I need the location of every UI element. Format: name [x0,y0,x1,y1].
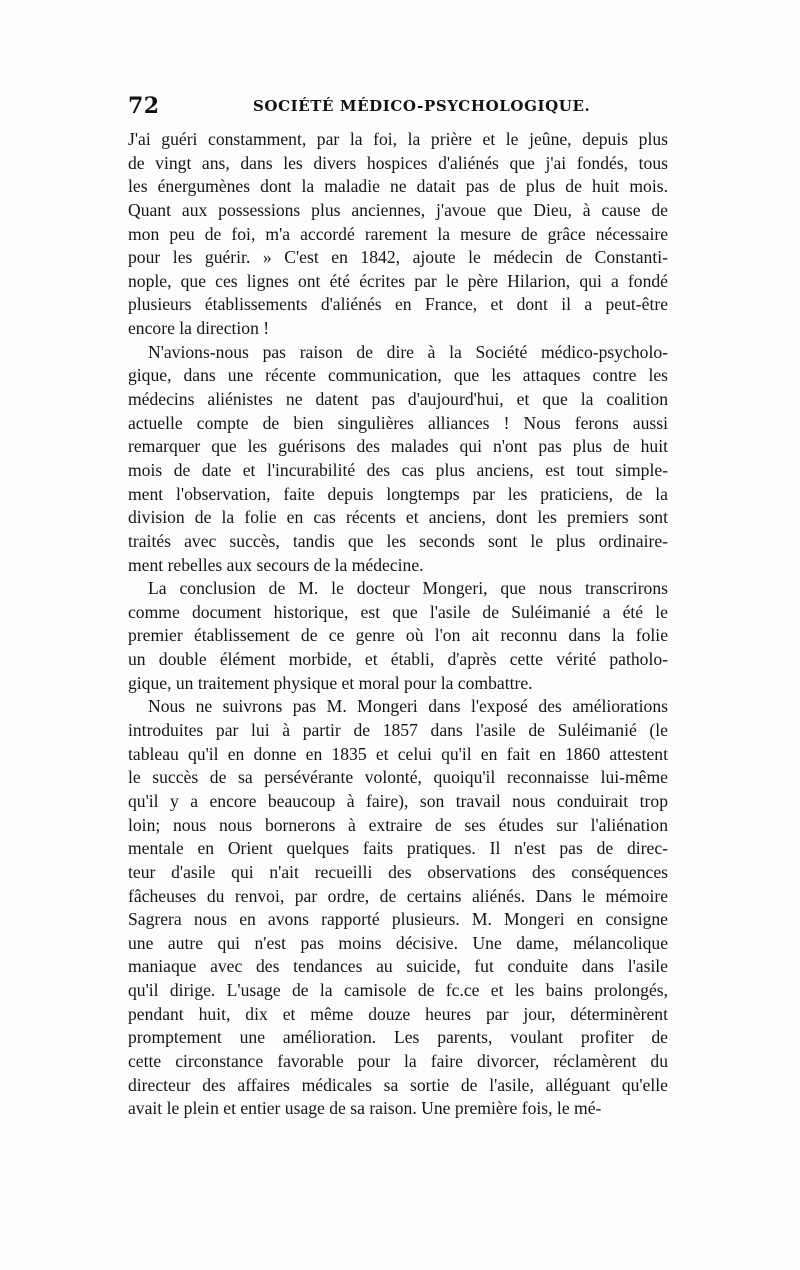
text-line: une autre qui n'est pas moins décisive. Une dame, mélancolique [128,932,668,953]
text-line: mon peu de foi, m'a accordé rarement la mesure de grâce nécessaire [128,223,668,244]
text-line: qu'il dirige. L'usage de la camisole de fc.ce et les bains prolongés, [128,980,668,1001]
text-line: encore la direction ! [128,318,270,339]
text-line: comme document historique, est que l'asile de Suléimanié a été le [128,601,668,622]
running-title: SOCIÉTÉ MÉDICO-PSYCHOLOGIQUE. [253,97,591,115]
text-line: plusieurs établissements d'aliénés en France, et dont il a peut-être [128,294,668,315]
text-line: mois de date et l'incurabilité des cas plus anciens, est tout simple- [128,459,668,480]
text-line: gique, dans une récente communication, que les attaques contre les [128,365,668,386]
text-line: Nous ne suivrons pas M. Mongeri dans l'exposé des améliorations [148,696,668,717]
text-line: J'ai guéri constamment, par la foi, la prière et le jeûne, depuis plus [128,129,668,149]
text-line: le succès de sa persévérante volonté, quoiqu'il reconnaisse lui-même [128,767,668,788]
text-line: un double élément morbide, et établi, d'après cette vérité patholo- [128,649,668,670]
page-number: 72 [128,93,160,119]
text-line: actuelle compte de bien singulières alliances ! Nous ferons aussi [128,412,668,433]
page-header [128,93,668,123]
text-line: mentale en Orient quelques faits pratiques. Il n'est pas de direc- [128,838,668,859]
text-line: fâcheuses du renvoi, par ordre, de certains aliénés. Dans le mémoire [128,885,668,906]
text-line: promptement une amélioration. Les parents, voulant profiter de [128,1027,668,1048]
text-line: introduites par lui à partir de 1857 dans l'asile de Suléimanié (le [128,720,668,741]
text-line: maniaque avec des tendances au suicide, fut conduite dans l'asile [128,956,668,977]
text-line: ment l'observation, faite depuis longtemps par les praticiens, de la [128,483,668,504]
text-line: Sagrera nous en avons rapporté plusieurs. M. Mongeri en consigne [128,909,668,930]
text-line: nople, que ces lignes ont été écrites par le père Hilarion, qui a fondé [128,270,668,291]
text-line: gique, un traitement physique et moral pour la combattre. [128,672,533,693]
paragraph [128,341,668,577]
text-line: avait le plein et entier usage de sa raison. Une première fois, le mé- [128,1098,602,1119]
text-line: loin; nous nous bornerons à extraire de ses études sur l'aliénation [128,814,668,835]
paragraph [128,577,668,695]
text-line: Quant aux possessions plus anciennes, j'avoue que Dieu, à cause de [128,199,668,220]
text-line: les énergumènes dont la maladie ne datait pas de plus de huit mois. [128,176,668,197]
text-line: remarquer que les guérisons des malades qui n'ont pas plus de huit [128,436,668,457]
text-line: cette circonstance favorable pour la faire divorcer, réclamèrent du [128,1050,668,1071]
text-line: tableau qu'il en donne en 1835 et celui qu'il en fait en 1860 attestent [128,743,668,764]
body-text [128,128,668,1121]
paragraph [128,695,668,1121]
text-line: qu'il y a encore beaucoup à faire), son travail nous conduirait trop [128,790,668,811]
paragraph [128,128,668,341]
text-line: pour les guérir. » C'est en 1842, ajoute le médecin de Constanti- [128,247,668,268]
text-line: médecins aliénistes ne datent pas d'aujourd'hui, et que la coalition [128,389,668,410]
text-line: ment rebelles aux secours de la médecine. [128,554,424,575]
text-line: pendant huit, dix et même douze heures par jour, déterminèrent [128,1003,668,1024]
text-line: de vingt ans, dans les divers hospices d'aliénés que j'ai fondés, tous [128,152,668,173]
text-line: N'avions-nous pas raison de dire à la Société médico-psycholo- [148,341,668,362]
text-line: directeur des affaires médicales sa sortie de l'asile, alléguant qu'elle [128,1074,668,1095]
text-line: division de la folie en cas récents et anciens, dont les premiers sont [128,507,668,528]
text-line: La conclusion de M. le docteur Mongeri, que nous transcrirons [148,578,668,599]
text-line: premier établissement de ce genre où l'on ait reconnu dans la folie [128,625,668,646]
text-line: teur d'asile qui n'ait recueilli des observations des conséquences [128,861,668,882]
text-line: traités avec succès, tandis que les seconds sont le plus ordinaire- [128,530,668,551]
